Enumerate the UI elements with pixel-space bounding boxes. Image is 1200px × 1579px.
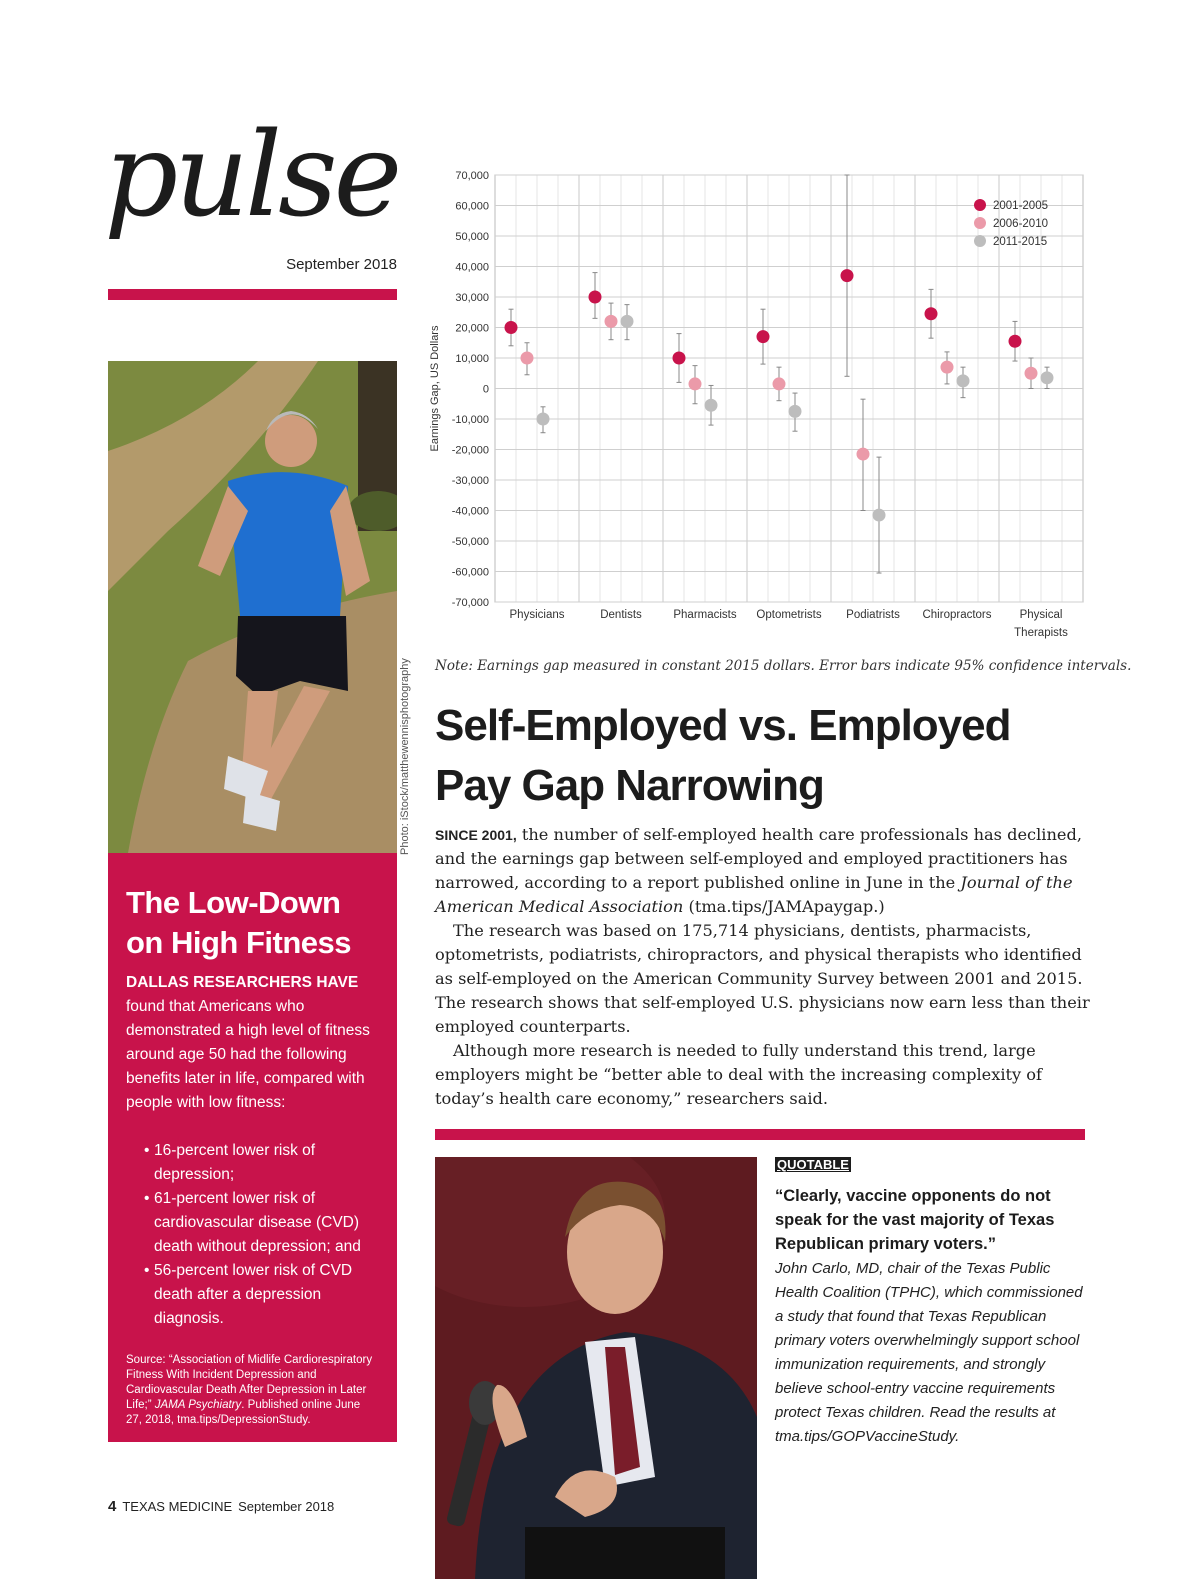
data-point bbox=[505, 321, 518, 334]
y-tick-label: 60,000 bbox=[455, 200, 489, 213]
x-tick-label: Optometrists bbox=[756, 609, 822, 621]
legend-marker bbox=[974, 199, 986, 211]
data-point bbox=[1041, 371, 1054, 384]
runner-illustration bbox=[108, 361, 397, 853]
source-citation: Source: “Association of Midlife Cardiorespiratory Fitness With Incident Depression and Cardiovascular Death After Depression in Later Life;” bbox=[126, 1354, 373, 1411]
page-number: 4 bbox=[108, 1498, 117, 1515]
x-tick-label: Chiropractors bbox=[922, 609, 992, 621]
data-point bbox=[689, 377, 702, 390]
article-lead: SINCE 2001, bbox=[435, 827, 517, 843]
sidebar-title: The Low-Down on High Fitness bbox=[126, 885, 351, 960]
article-paragraph-2: The research was based on 175,714 physicians, dentists, pharmacists, optometrists, podiatrists, chiropractors, and physical therapists who identified as self-employed on the American Community Survey between 2001 and 2015. The research shows that self-employed U.S. physicians now earn less than their employed counterparts. bbox=[435, 921, 1090, 1036]
y-axis-title: Earnings Gap, US Dollars bbox=[429, 325, 441, 452]
article-text: the number of self-employed health care professionals has declined, and the earnings gap between self-employed and employed practitioners has narrowed, according to a report published online in June in the bbox=[435, 825, 1082, 892]
sidebar-intro-lead: DALLAS RESEARCHERS HAVE bbox=[126, 974, 359, 991]
section-rule bbox=[435, 1129, 1085, 1140]
y-tick-label: -10,000 bbox=[451, 414, 489, 426]
data-point bbox=[941, 361, 954, 374]
quotable-label: QUOTABLE bbox=[777, 1157, 849, 1172]
y-tick-label: 50,000 bbox=[455, 231, 489, 243]
chart-svg bbox=[420, 160, 1100, 650]
data-point bbox=[773, 377, 786, 390]
y-tick-label: -40,000 bbox=[451, 505, 489, 518]
photo-credit: Photo: iStock/matthewennisphotography bbox=[399, 658, 411, 855]
data-point bbox=[589, 291, 602, 304]
footer-date: September 2018 bbox=[238, 1499, 335, 1514]
data-point bbox=[621, 315, 634, 328]
y-tick-label: 30,000 bbox=[455, 292, 489, 304]
x-tick-label: Dentists bbox=[600, 609, 642, 621]
y-tick-label: 0 bbox=[482, 383, 489, 396]
article-paragraph-3: Although more research is needed to fully understand this trend, large employers might be “better able to deal with the increasing complexity of today’s health care economy,” researchers said. bbox=[435, 1041, 1043, 1108]
legend-label: 2011-2015 bbox=[993, 236, 1048, 248]
y-tick-label: -60,000 bbox=[451, 566, 489, 579]
speaker-photo bbox=[435, 1157, 757, 1579]
legend-label: 2001-2005 bbox=[993, 200, 1048, 212]
magazine-name: TEXAS MEDICINE bbox=[122, 1499, 233, 1514]
y-tick-label: 20,000 bbox=[455, 322, 489, 335]
x-tick-label: Physicians bbox=[509, 609, 565, 621]
fitness-sidebar bbox=[108, 853, 397, 1442]
article-paragraph-1 bbox=[435, 823, 1095, 919]
page-footer bbox=[108, 1498, 334, 1515]
x-tick-label: Therapists bbox=[1014, 627, 1068, 639]
list-item: • 16-percent lower risk of depression; bbox=[144, 1139, 379, 1187]
masthead-rule bbox=[108, 289, 397, 300]
sidebar-intro-text: found that Americans who demonstrated a high level of fitness around age 50 had the following benefits later in life, compared with people with low fitness: bbox=[126, 998, 370, 1111]
data-point bbox=[1025, 367, 1038, 380]
sidebar-intro bbox=[126, 971, 379, 1115]
quote-text: “Clearly, vaccine opponents do not speak for the vast majority of Texas Republican primary voters.” bbox=[775, 1187, 1055, 1253]
y-tick-label: -20,000 bbox=[451, 444, 489, 457]
chart-note: Note: Earnings gap measured in constant 2015 dollars. Error bars indicate 95% confidence intervals. bbox=[435, 658, 1132, 674]
data-point bbox=[605, 315, 618, 328]
data-point bbox=[957, 374, 970, 387]
data-point bbox=[705, 399, 718, 412]
speaker-illustration bbox=[435, 1157, 757, 1579]
legend-marker bbox=[974, 235, 986, 247]
data-point bbox=[841, 269, 854, 282]
data-point bbox=[537, 413, 550, 426]
x-tick-label: Podiatrists bbox=[846, 609, 900, 621]
x-tick-label: Physical bbox=[1019, 609, 1063, 621]
data-point bbox=[521, 352, 534, 365]
article-link-text: (tma.tips/JAMApaygap.) bbox=[683, 897, 885, 916]
sidebar-source bbox=[126, 1353, 379, 1428]
list-item: • 61-percent lower risk of cardiovascular disease (CVD) death without depression; and bbox=[144, 1187, 379, 1259]
masthead-date: September 2018 bbox=[286, 256, 397, 273]
article-journal: Journal of the American Medical Association bbox=[435, 873, 1073, 916]
data-point bbox=[857, 448, 870, 461]
y-tick-label: -30,000 bbox=[451, 475, 489, 487]
y-tick-label: -70,000 bbox=[451, 597, 489, 609]
y-tick-label: 70,000 bbox=[455, 170, 489, 182]
legend-label: 2006-2010 bbox=[993, 218, 1048, 230]
data-point bbox=[925, 307, 938, 320]
data-point bbox=[1009, 335, 1022, 348]
y-tick-label: 40,000 bbox=[455, 261, 489, 274]
y-tick-label: 10,000 bbox=[455, 353, 489, 365]
list-item: • 56-percent lower risk of CVD death after a depression diagnosis. bbox=[144, 1259, 379, 1331]
article-body bbox=[435, 823, 1095, 1111]
x-tick-label: Pharmacists bbox=[673, 609, 737, 621]
sidebar-bullet-list bbox=[144, 1139, 379, 1331]
quote-attribution: John Carlo, MD, chair of the Texas Public Health Coalition (TPHC), which commissioned a study that found that Texas Republican primary voters overwhelmingly support school immunization requirements, and strongly believe school-entry vaccine requirements protect Texas children. Read the results at tma.tips/GOPVaccineStudy. bbox=[775, 1260, 1083, 1445]
masthead-title: pulse bbox=[104, 108, 399, 243]
data-point bbox=[873, 509, 886, 522]
runner-photo bbox=[108, 361, 397, 853]
source-journal: JAMA Psychiatry bbox=[154, 1399, 242, 1411]
data-point bbox=[789, 405, 802, 418]
source-details: . Published online June 27, 2018, tma.tips/DepressionStudy. bbox=[126, 1399, 361, 1426]
data-point bbox=[673, 352, 686, 365]
earnings-gap-chart bbox=[420, 160, 1100, 650]
legend-marker bbox=[974, 217, 986, 229]
y-tick-label: -50,000 bbox=[451, 536, 489, 548]
data-point bbox=[757, 330, 770, 343]
article-headline: Self-Employed vs. Employed Pay Gap Narrowing bbox=[435, 701, 1011, 810]
